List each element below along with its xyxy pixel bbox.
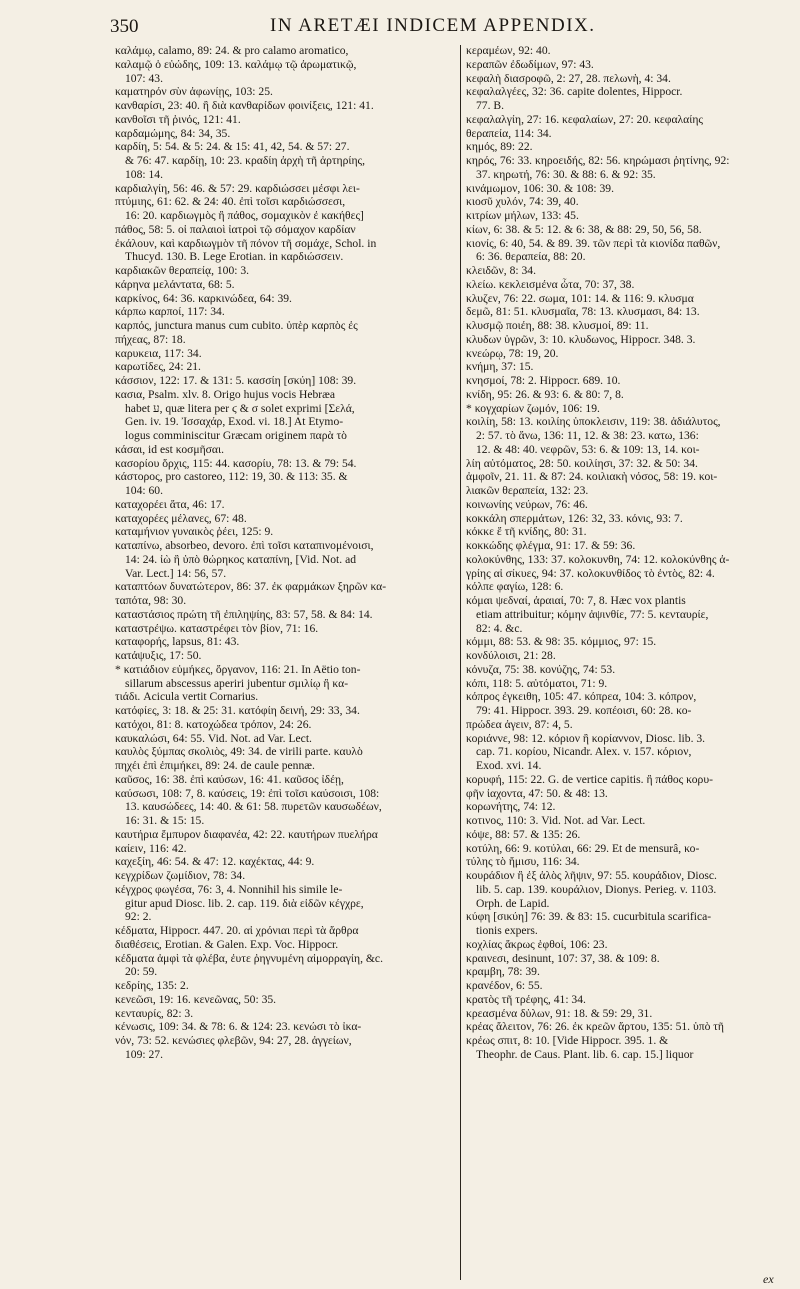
index-line: νόν, 73: 52. κενώσιες φλεβῶν, 94: 27, 28. ἀγγείων,: [115, 1034, 352, 1047]
index-line: καλάμῳ, calamo, 89: 24. & pro calamo aromatico,: [115, 44, 349, 57]
index-line: κάρπω καρποί, 117: 34.: [115, 305, 225, 319]
index-line: κέδματα, Hippocr. 447. 20. αἱ χρόνιαι περὶ τὰ ἄρθρα: [115, 924, 359, 937]
index-line: τιάδι. Acicula vertit Cornarius.: [115, 690, 259, 704]
index-line: κραινεσι, desinunt, 107: 37, 38. & 109: 8.: [466, 951, 660, 965]
index-line: κοχλίας ἄκρως ἑφθοί, 106: 23.: [466, 937, 608, 951]
index-line: κόμαι ψεδναί, ἀραιαί, 70: 7, 8. Hæc vox plantis: [466, 594, 686, 607]
index-line: κουράδιον ἢ ἐξ ἀλὸς λῆψιν, 97: 55. κουράδιον, Diosc.: [466, 869, 717, 882]
index-line: κοριάννε, 98: 12. κόριον ἢ κορίαννον, Diosc. lib. 3.: [466, 731, 706, 745]
index-line: θεραπεία, 114: 34.: [466, 126, 552, 140]
index-line: καρδιαλγίη, 56: 46. & 57: 29. καρδιώσσει μέσφι λει-: [115, 181, 360, 195]
index-line: καταχορέει ἄτα, 46: 17.: [115, 497, 225, 511]
index-line: κανθαρίσι, 23: 40. ἢ διὰ κανθαρίδων φοινίξεις, 121: 41.: [115, 99, 374, 112]
index-line: Var. Lect.] 14: 56, 57.: [125, 566, 227, 580]
index-line: κατάψυξις, 17: 50.: [115, 649, 202, 662]
index-line: κένωσις, 109: 34. & 78: 6. & 124: 23. κενώσι τὸ ἰκα-: [115, 1020, 362, 1034]
index-line: gitur apud Diosc. lib. 2. cap. 119. διὰ εἰδῶν κέγχρε,: [125, 896, 364, 910]
index-line: κεφαλαλγίη, 27: 16. κεφαλαίων, 27: 20. κεφαλαίης: [466, 112, 704, 126]
index-line: καταχορέες μέλανες, 67: 48.: [115, 511, 247, 525]
index-line: καύσωσι, 108: 7, 8. καύσεις, 19: ἐπὶ τοῖσι καύσοισι, 108:: [115, 786, 380, 800]
index-line: κεραμέων, 92: 40.: [466, 44, 551, 57]
index-line: ἀμφοῖν, 21. 11. & 87: 24. κοιλιακὴ νόσος, 58: 19. κοι-: [466, 470, 718, 484]
index-line: καλαμῷ ὁ εὐώδης, 109: 13. καλάμῳ τῷ ἀρωματικῷ,: [115, 57, 357, 71]
index-line: γρίης αἱ σίκυες, 94: 37. κολοκυνθίδος τὸ ἐντὸς, 82: 4.: [466, 566, 715, 580]
index-line: κρεασμένα δὑλων, 91: 18. & 59: 29, 31.: [466, 1006, 653, 1020]
right-column: [466, 44, 800, 1284]
index-line: κατόχοι, 81: 8. κατοχώδεα τρόπον, 24: 26.: [115, 717, 312, 731]
index-line: cap. 71. κορίου, Nicandr. Alex. v. 157. κόριον,: [476, 745, 692, 759]
index-line: 37. κηρωτή, 76: 30. & 88: 6. & 92: 35.: [476, 167, 656, 181]
index-line: tionis expers.: [476, 924, 538, 937]
index-line: καυλὸς ξύμπας σκολιὸς, 49: 34. de virili parte. καυλὸ: [115, 745, 363, 759]
index-line: κινάμωμον, 106: 30. & 108: 39.: [466, 181, 614, 195]
index-line: 13. καυσώδεες, 14: 40. & 61: 58. πυρετῶν καυσωδέων,: [125, 800, 382, 814]
index-line: κοινωνίης νεύρων, 76: 46.: [466, 497, 588, 511]
index-line: πάθος, 58: 5. οἱ παλαιοὶ ἰατροὶ τῷ σόμαχον καρδίαν: [115, 222, 356, 236]
index-line: κρέως σπιτ, 8: 10. [Vide Hippocr. 395. 1. &: [466, 1034, 669, 1047]
index-line: Gen. iv. 19. Ἰσσαχάρ, Exod. vi. 18.] At Etymo-: [125, 415, 344, 429]
index-line: 79: 41. Hippocr. 393. 29. κοπέοισι, 60: 28. κο-: [476, 704, 692, 717]
index-line: διαθέσεις, Erotian. & Galen. Exp. Voc. Hippocr.: [115, 937, 339, 951]
index-line: καρδιακῶν θεραπείᾳ, 100: 3.: [115, 264, 250, 277]
index-line: καταπίνω, absorbeo, devoro. ἐπὶ τοῖσι καταπινομένοισι,: [115, 539, 374, 552]
catchword: ex: [763, 1272, 774, 1286]
index-line: τύλης τὸ ἥμισυ, 116: 34.: [466, 855, 580, 869]
index-line: κηρός, 76: 33. κηροειδής, 82: 56. κηρώμασι ῥητίνης, 92:: [466, 154, 730, 167]
index-line: κασορίου ὄρχις, 115: 44. κασορίυ, 78: 13. & 79: 54.: [115, 456, 357, 470]
index-line: δεμῶ, 81: 51. κλυσμαῖα, 78: 13. κλυσμασι, 84: 13.: [466, 305, 700, 319]
index-line: καρδαμώμης, 84: 34, 35.: [115, 126, 231, 140]
index-line: φῆν ἰαχοντα, 47: 50. & 48: 13.: [466, 786, 608, 800]
index-line: 16: 31. & 15: 15.: [125, 814, 205, 827]
index-line: καυτήρια ἔμπυρον διαφανέα, 42: 22. καυτήρων πυελήρα: [115, 827, 378, 841]
index-line: 2: 57. τὸ ἄνω, 136: 11, 12. & 38: 23. κατω, 136:: [476, 429, 699, 442]
page-number: 350: [110, 16, 139, 37]
index-line: κανθοῖσι τῆ ῥινός, 121: 41.: [115, 112, 241, 126]
index-line: κεραπῶν ἐδωδίμων, 97: 43.: [466, 57, 594, 71]
index-line: κνήμη, 37: 15.: [466, 360, 534, 374]
index-line: κιονίς, 6: 40, 54. & 89. 39. τῶν περὶ τὰ κιονίδα παθῶν,: [466, 236, 721, 250]
column-divider: [460, 45, 461, 1280]
index-line: lib. 5. cap. 139. κουράλιον, Dionys. Perieg. v. 1103.: [476, 882, 717, 896]
index-line: sillarum abscessus aperiri jubentur σμιλίῳ ἢ κα-: [125, 676, 349, 690]
index-line: κλείω. κεκλεισμένα ὦτα, 70: 37, 38.: [466, 277, 635, 291]
index-line: λιακῶν θεραπεία, 132: 23.: [466, 484, 589, 497]
index-line: κοκκάλη σπερμάτων, 126: 32, 33. κόνις, 93: 7.: [466, 511, 683, 525]
left-column: [115, 44, 450, 1284]
index-line: logus comminiscitur Græcam originem παρὰ τὸ: [125, 429, 347, 442]
index-line: καυκαλώσι, 64: 55. Vid. Not. ad Var. Lect.: [115, 731, 312, 745]
index-line: κοκκώδης φλέγμα, 91: 17. & 59: 36.: [466, 539, 636, 552]
index-line: Theophr. de Caus. Plant. lib. 6. cap. 15.] liquor: [476, 1047, 694, 1061]
index-line: κημός, 89: 22.: [466, 140, 533, 154]
index-line: κίων, 6: 38. & 5: 12. & 6: 38, & 88: 29, 50, 56, 58.: [466, 222, 702, 236]
index-line: πήχεας, 87: 18.: [115, 332, 186, 346]
index-line: κραμβη, 78: 39.: [466, 965, 540, 979]
index-line: καίειν, 116: 42.: [115, 841, 187, 855]
index-line: κέγχρος φωγέσα, 76: 3, 4. Nonnihil his simile le-: [115, 882, 343, 896]
index-line: 77. B.: [476, 99, 505, 112]
index-line: καρυκεια, 117: 34.: [115, 346, 202, 360]
index-line: κόπρος ἐγκειθη, 105: 47. κόπρεα, 104: 3. κόπρον,: [466, 690, 697, 704]
index-line: κάσαι, id est κοσμῆσαι.: [115, 442, 225, 456]
index-line: καταμήνιον γυναικὸς ῥέει, 125: 9.: [115, 525, 274, 539]
index-line: κορυφή, 115: 22. G. de vertice capitis. ἢ πάθος κορυ-: [466, 772, 713, 786]
index-line: κάστορος, pro castoreo, 112: 19, 30. & 113: 35. &: [115, 470, 348, 484]
index-line: 107: 43.: [125, 71, 164, 85]
index-line: ταπότα, 98: 30.: [115, 594, 187, 607]
index-line: κορωνήτης, 74: 12.: [466, 800, 556, 814]
index-line: κενταυρίς, 82: 3.: [115, 1006, 194, 1020]
index-line: * κατιάδιον εὐμήκες, ὄργανον, 116: 21. In Aëtio ton-: [115, 662, 361, 676]
index-line: κόλπε φαγίω, 128: 6.: [466, 580, 564, 594]
index-line: καρωτίδες, 24: 21.: [115, 360, 201, 374]
index-line: & 76: 47. καρδίῃ, 10: 23. κραδίη ἀρχὴ τῆ ἀρτηρίης,: [125, 154, 366, 167]
index-line: 109: 27.: [125, 1047, 164, 1061]
index-line: 14: 24. ἰὼ ἣ ὑπὸ θώρηκος καταπίνη, [Vid. Not. ad: [125, 552, 357, 566]
index-line: κέδματα ἀμφὶ τὰ φλέβα, ἐυτε ῥηγνυμένη αἱμορραγίη, &c.: [115, 951, 383, 965]
index-line: κόκκε ἔ τῆ κνίδης, 80: 31.: [466, 525, 587, 539]
index-line: καταπτόων δυνατώτερον, 86: 37. ἐκ φαρμάκων ξηρῶν κα-: [115, 580, 387, 594]
index-line: κλυσμῷ ποιέη, 88: 38. κλυσμοί, 89: 11.: [466, 319, 649, 332]
index-line: κεφαλαλγέες, 32: 36. capite dolentes, Hippocr.: [466, 85, 683, 99]
index-line: κλυζεν, 76: 22. σωμα, 101: 14. & 116: 9. κλυσμα: [466, 291, 694, 305]
index-line: 20: 59.: [125, 965, 158, 979]
index-line: κύφη [σικύη] 76: 39. & 83: 15. cucurbitula scarifica-: [466, 910, 712, 924]
index-line: ἐκάλουν, καὶ καρδιωγμὸν τῆ πόνον τῆ σομάχε, Schol. in: [115, 236, 377, 250]
index-line: καχεξίη, 46: 54. & 47: 12. καχέκτας, 44: 9.: [115, 855, 315, 869]
index-line: κνεώρῳ, 78: 19, 20.: [466, 346, 559, 360]
index-line: κασια, Psalm. xlv. 8. Origo hujus vocis Hebræa: [115, 387, 336, 401]
index-line: 6: 36. θεραπεία, 88: 20.: [476, 250, 586, 264]
index-line: πτύμιης, 61: 62. & 24: 40. ἐπὶ τοῖσι καρδιώσσεσι,: [115, 195, 346, 209]
index-line: 12. & 48: 40. νεφρῶν, 53: 6. & 109: 13, 14. κοι-: [476, 442, 700, 456]
index-line: καρκίνος, 64: 36. καρκινώδεα, 64: 39.: [115, 291, 292, 305]
index-line: κάσσιον, 122: 17. & 131: 5. κασσίη [σκύη] 108: 39.: [115, 374, 357, 387]
index-line: 16: 20. καρδιωγμὸς ἢ πάθος, σομαχικὸν ἐ κακήθες]: [125, 209, 364, 222]
index-line: καματηρόν σὺν ἀφωνίῃς, 103: 25.: [115, 85, 273, 99]
index-line: κατόφίες, 3: 18. & 25: 31. κατόφίη δεινή, 29: 33, 34.: [115, 704, 360, 717]
index-line: κόπι, 118: 5. αὐτόματοι, 71: 9.: [466, 676, 608, 690]
index-line: κόμμι, 88: 53. & 98: 35. κόμμιος, 97: 15.: [466, 635, 657, 649]
index-line: καταστάσιος πρώτη τῆ ἐπιληψίης, 83: 57, 58. & 84: 14.: [115, 607, 373, 621]
index-line: κρέας ἄλειτον, 76: 26. ἐκ κρεῶν ἄρτου, 135: 51. ὑπὸ τῆ: [466, 1020, 724, 1034]
index-line: κενεῶσι, 19: 16. κενεῶνας, 50: 35.: [115, 992, 277, 1006]
index-line: κιοσῦ χυλόν, 74: 39, 40.: [466, 195, 579, 209]
index-line: 92: 2.: [125, 910, 152, 924]
index-line: κρανέδον, 6: 55.: [466, 979, 543, 992]
index-line: καρπός, junctura manus cum cubito. ὑπὲρ καρπὸς ἐς: [115, 319, 358, 332]
index-line: κιτρίων μήλων, 133: 45.: [466, 209, 579, 222]
index-line: πρώδεα ἀγειν, 87: 4, 5.: [466, 717, 573, 731]
index-line: Orph. de Lapid.: [476, 896, 550, 910]
index-line: κεγχρίδων ζωμίδιον, 78: 34.: [115, 869, 246, 882]
index-line: κόψε, 88: 57. & 135: 26.: [466, 827, 581, 841]
index-line: καῦσος, 16: 38. ἐπὶ καύσων, 16: 41. καῦσος ἰδέῃ,: [115, 772, 344, 786]
index-line: πηχέι ἐπὶ ἐπιμήκει, 89: 24. de caule pennæ.: [115, 759, 315, 772]
index-line: Exod. xvi. 14.: [476, 759, 542, 772]
index-line: κνησμοί, 78: 2. Hippocr. 689. 10.: [466, 374, 621, 387]
index-line: κλειδῶν, 8: 34.: [466, 264, 536, 277]
index-line: 104: 60.: [125, 484, 164, 497]
index-line: κλυδων ὑγρῶν, 3: 10. κλυδωνος, Hippocr. 348. 3.: [466, 332, 696, 346]
index-line: 82: 4. &c.: [476, 621, 523, 635]
index-line: λίη αὐτόματος, 28: 50. κοιλίησι, 37: 32. & 50: 34.: [466, 456, 698, 470]
page-header: [110, 10, 670, 38]
index-line: κοτινος, 110: 3. Vid. Not. ad Var. Lect.: [466, 814, 646, 827]
index-line: κρατὸς τῆ τρέφης, 41: 34.: [466, 992, 586, 1006]
running-title: IN ARETÆI INDICEM APPENDIX.: [270, 15, 596, 36]
index-line: κεδρίης, 135: 2.: [115, 979, 189, 992]
index-line: κνίδη, 95: 26. & 93: 6. & 80: 7, 8.: [466, 387, 624, 401]
index-line: καρδίη, 5: 54. & 5: 24. & 15: 41, 42, 54. & 57: 27.: [115, 140, 350, 154]
index-line: κάρηνα μελάντατα, 68: 5.: [115, 277, 235, 291]
index-line: κονδύλοισι, 21: 28.: [466, 649, 556, 662]
index-line: habet ע, quæ litera per ϛ & σ solet exprimi [Σελά,: [125, 401, 355, 415]
index-line: καταφορής, lapsus, 81: 43.: [115, 635, 240, 649]
index-line: 108: 14.: [125, 167, 164, 181]
index-line: etiam attribuitur; κόμην ἀψινθίε, 77: 5. κενταυρίε,: [476, 607, 709, 621]
index-line: κεφαλὴ διασροφῶ, 2: 27, 28. πελωνὴ, 4: 34.: [466, 71, 671, 85]
index-line: καταστρέψω. καταστρέφει τὸν βίον, 71: 16.: [115, 621, 319, 635]
index-line: κόνυζα, 75: 38. κονύζης, 74: 53.: [466, 662, 616, 676]
index-line: Thucyd. 130. B. Lege Erotian. in καρδιώσσειν.: [125, 250, 344, 264]
index-line: κοτύλη, 66: 9. κοτύλαι, 66: 29. Et de mensurâ, κο-: [466, 841, 700, 855]
index-line: κολοκύνθης, 133: 37. κολοκυνθη, 74: 12. κολοκύνθης ἀ-: [466, 552, 730, 566]
index-line: * κογχαρίων ζωμόν, 106: 19.: [466, 401, 600, 415]
index-line: κοιλίη, 58: 13. κοιλίης ὑποκλεισιν, 119: 38. ἀδιάλυτος,: [466, 415, 721, 429]
